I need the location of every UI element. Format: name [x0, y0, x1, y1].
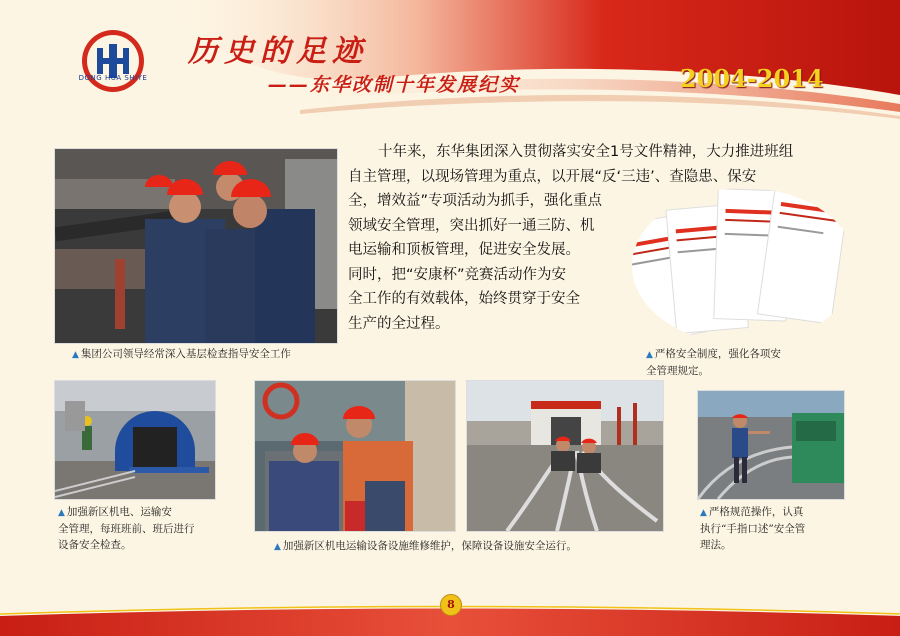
documents-fan-photo: [616, 176, 854, 342]
body-line: 全工作的有效载体，始终贯穿于安全: [348, 291, 580, 307]
caption-bottom-left: ▲ 加强新区机电、运输安 全管理，每班班前、班后进行 设备安全检查。: [58, 506, 195, 551]
caption-marker-icon: ▲: [58, 508, 65, 518]
page-title: 历史的足迹: [188, 34, 368, 69]
body-line: 同时，把“安康杯”竞赛活动作为安: [348, 266, 567, 283]
body-line: 电运输和顶板管理，促进安全发展。: [348, 242, 580, 258]
body-line: 自主管理，以现场管理为重点，以开展“反‘三违’、查隐患、保安: [348, 168, 757, 185]
body-line: 领域安全管理，突出抓好一通三防、机: [348, 217, 595, 234]
company-logo: [80, 28, 146, 94]
logo-text: DONG HUA SHIYE: [78, 74, 148, 82]
caption-documents: ▲ 严格安全制度，强化各项安 全管理规定。: [646, 348, 781, 377]
body-line: 全，增效益”专项活动为抓手，强化重点: [348, 193, 603, 209]
body-line: 十年来，东华集团深入贯彻落实安全1号文件精神，大力推进班组: [378, 144, 794, 160]
year-range: 2004-2014: [680, 64, 824, 93]
caption-bottom-middle: ▲ 加强新区机电运输设备设施维修维护，保障设备设施安全运行。: [274, 540, 577, 552]
caption-main-photo: ▲ 集团公司领导经常深入基层检查指导安全工作: [72, 348, 291, 360]
page-number-badge: 8: [440, 594, 462, 616]
caption-marker-icon: ▲: [700, 508, 707, 518]
caption-marker-icon: ▲: [274, 542, 281, 552]
photo-locomotive-operator: [697, 390, 845, 500]
caption-marker-icon: ▲: [72, 350, 79, 360]
photo-maintenance-workers: [254, 380, 456, 532]
photo-new-area-equipment: [54, 380, 216, 500]
caption-marker-icon: ▲: [646, 350, 653, 360]
caption-bottom-right: ▲ 严格规范操作，认真 执行“手指口述”安全管 理法。: [700, 506, 806, 551]
photo-railway-track: [466, 380, 664, 532]
main-photo-inspection: [54, 148, 338, 344]
body-line: 生产的全过程。: [348, 315, 450, 332]
page-subtitle: ——东华改制十年发展纪实: [268, 74, 521, 96]
